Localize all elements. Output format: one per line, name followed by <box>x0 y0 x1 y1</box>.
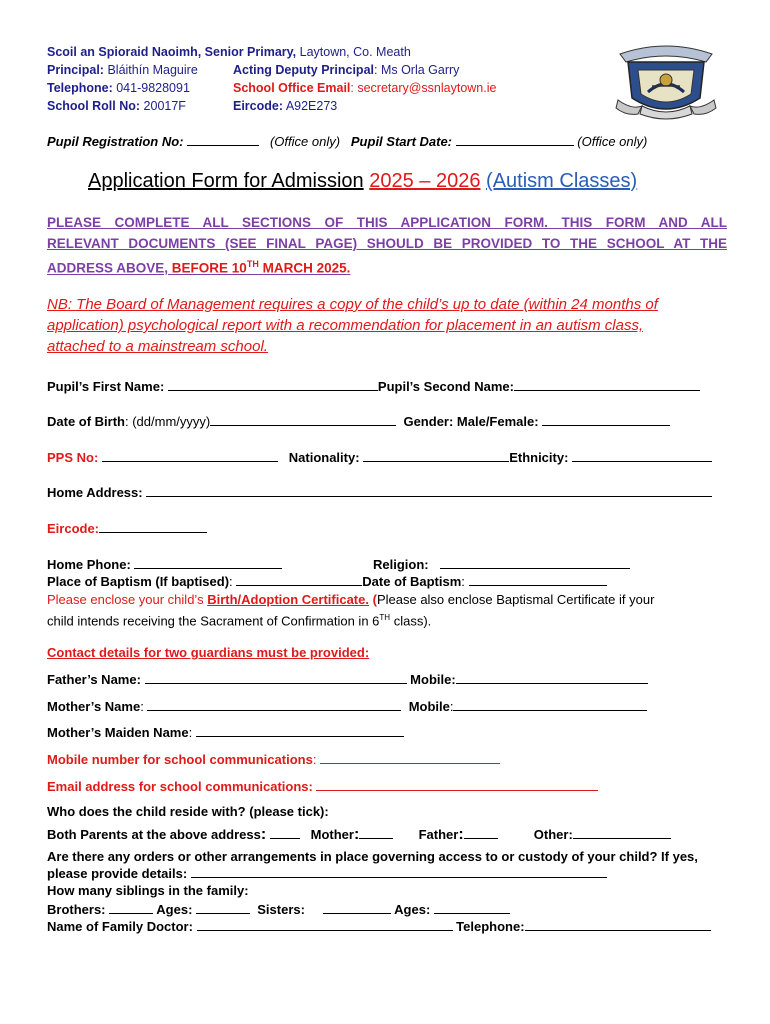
baptism-place-label: Place of Baptism (If baptised) <box>47 574 230 589</box>
contact-heading: Contact details for two guardians must be provided: <box>47 645 370 660</box>
maiden-name-colon: : <box>188 725 193 740</box>
sisters-label: Sisters: <box>257 902 305 917</box>
principal-line <box>47 63 198 77</box>
baptism-date-colon: : <box>461 574 465 589</box>
registration-line <box>47 133 647 149</box>
school-mobile-colon: : <box>312 752 317 767</box>
nationality-label: Nationality: <box>288 450 360 465</box>
row-doctor <box>47 918 711 934</box>
dob-label: Date of Birth <box>47 414 125 429</box>
ethnicity-field[interactable] <box>572 449 712 462</box>
row-baptism <box>47 573 607 589</box>
baptism-date-label: Date of Baptism <box>362 574 462 589</box>
instructions-block <box>47 212 727 279</box>
sisters-field[interactable] <box>323 901 391 914</box>
nb-block <box>47 294 727 357</box>
father-mobile-colon: : <box>451 672 456 687</box>
eircode-field[interactable] <box>99 520 207 533</box>
registration-note: (Office only) <box>269 134 341 149</box>
cert-note-line2-b: class). <box>393 613 432 629</box>
row-phone <box>47 556 282 572</box>
mother-name-field[interactable] <box>147 698 401 711</box>
father-name-label: Father’s Name: <box>47 672 141 687</box>
row-address <box>47 484 712 500</box>
reside-father-colon: : <box>458 826 464 843</box>
doctor-telephone-field[interactable] <box>525 918 711 931</box>
brothers-ages-label: Ages: <box>156 902 193 917</box>
mother-mobile-colon: : <box>449 699 454 714</box>
email-line <box>233 81 496 95</box>
second-name-field[interactable] <box>514 378 700 391</box>
row-pps <box>47 449 712 465</box>
row-reside-options <box>47 826 671 844</box>
ethnicity-label: Ethnicity: <box>509 450 569 465</box>
baptism-place-colon: : <box>229 574 233 589</box>
cert-note-b: Birth/Adoption Certificate. <box>207 592 369 607</box>
instructions-deadline-sup: TH <box>246 259 259 269</box>
reside-father-label: Father <box>418 827 459 842</box>
pps-label: PPS No: <box>47 450 99 465</box>
start-date-label: Pupil Start Date: <box>350 134 453 149</box>
cert-note-d: Please also enclose Baptismal Certificate if your <box>376 592 655 607</box>
first-name-field[interactable] <box>168 378 378 391</box>
principal-value: Bláithín Maguire <box>107 63 198 77</box>
sisters-ages-field[interactable] <box>434 901 510 914</box>
doctor-label: Name of Family Doctor: <box>47 919 193 934</box>
instructions-line2: RELEVANT DOCUMENTS (SEE FINAL PAGE) SHOULD BE PROVIDED TO THE SCHOOL AT THE <box>47 236 727 251</box>
nb-line2: application) psychological report with a recommendation for placement in an autism class, <box>47 317 644 334</box>
eircode-label: Eircode: <box>47 521 100 536</box>
reside-both-colon: : <box>260 826 267 843</box>
row-religion <box>373 556 630 572</box>
orders-block <box>47 848 698 882</box>
row-school-email <box>47 778 598 794</box>
maiden-name-label: Mother’s Maiden Name <box>47 725 189 740</box>
baptism-date-field[interactable] <box>469 573 607 586</box>
eircode-header-label: Eircode: <box>233 99 284 113</box>
principal-label: Principal: <box>47 63 104 77</box>
start-date-field[interactable] <box>456 133 574 146</box>
reside-father-field[interactable] <box>464 826 498 839</box>
eircode-header-value: A92E273 <box>285 99 338 113</box>
dob-field[interactable] <box>210 413 396 426</box>
registration-label: Pupil Registration No: <box>47 134 184 149</box>
gender-field[interactable] <box>542 413 670 426</box>
row-father <box>47 671 648 687</box>
school-crest-logo <box>612 40 720 122</box>
row-dob <box>47 413 670 429</box>
instructions-deadline-dot: . <box>346 260 351 276</box>
brothers-label: Brothers: <box>47 902 106 917</box>
email-label: School Office Email <box>233 81 351 95</box>
religion-label: Religion: <box>373 557 429 572</box>
instructions-deadline-b: MARCH 2025 <box>262 260 347 276</box>
reside-question: Who does the child reside with? (please tick): <box>47 804 329 819</box>
mother-name-label: Mother’s Name <box>47 699 141 714</box>
dob-format: : (dd/mm/yyyy) <box>125 414 211 429</box>
reside-mother-colon: : <box>353 826 360 843</box>
certificate-note <box>47 591 654 630</box>
title-classes: (Autism Classes) <box>486 170 638 192</box>
instructions-line1: PLEASE COMPLETE ALL SECTIONS OF THIS APPLICATION FORM. THIS FORM AND ALL <box>47 215 727 230</box>
registration-field[interactable] <box>187 133 259 146</box>
telephone-value: 041-9828091 <box>116 81 190 95</box>
deputy-label: Acting Deputy Principal <box>233 63 374 77</box>
row-mother <box>47 698 647 714</box>
orders-line2: please provide details: <box>47 866 188 881</box>
mother-mobile-field[interactable] <box>453 698 647 711</box>
brothers-field[interactable] <box>109 901 153 914</box>
sisters-ages-label: Ages: <box>394 902 431 917</box>
reside-other-field[interactable] <box>573 826 671 839</box>
roll-label: School Roll No: <box>47 99 141 113</box>
home-phone-label: Home Phone: <box>47 557 131 572</box>
reside-both-field[interactable] <box>270 826 300 839</box>
doctor-field[interactable] <box>197 918 453 931</box>
row-siblings <box>47 901 510 917</box>
mother-name-colon: : <box>140 699 144 714</box>
father-mobile-field[interactable] <box>456 671 648 684</box>
school-mobile-label: Mobile number for school communications <box>47 752 313 767</box>
baptism-place-field[interactable] <box>236 573 362 586</box>
school-email-label: Email address for school communications: <box>47 779 313 794</box>
reside-mother-label: Mother <box>310 827 354 842</box>
start-date-note: (Office only) <box>577 134 648 149</box>
roll-line <box>47 99 186 113</box>
deputy-value: : Ms Orla Garry <box>374 63 460 77</box>
telephone-line <box>47 81 190 95</box>
cert-note-c: ( <box>372 592 377 607</box>
brothers-ages-field[interactable] <box>196 901 250 914</box>
orders-details-field[interactable] <box>191 865 607 878</box>
nb-line1: NB: The Board of Management requires a copy of the child’s up to date (within 24 months of <box>47 296 658 313</box>
cert-note-line2-a: child intends receiving the Sacrament of Confirmation in 6 <box>47 613 380 629</box>
second-name-label: Pupil’s Second Name: <box>377 379 514 394</box>
home-phone-field[interactable] <box>134 556 282 569</box>
reside-other-label: Other: <box>533 827 573 842</box>
title-years: 2025 – 2026 <box>369 170 481 192</box>
row-names <box>47 378 700 394</box>
eircode-line <box>233 99 337 113</box>
cert-note-a: Please enclose your child’s <box>47 592 204 607</box>
gender-label: Gender: Male/Female: <box>403 414 539 429</box>
school-mobile-field[interactable] <box>320 751 500 764</box>
father-name-field[interactable] <box>145 671 407 684</box>
row-school-mobile <box>47 751 500 767</box>
maiden-name-field[interactable] <box>196 724 404 737</box>
email-value: : secretary@ssnlaytown.ie <box>350 81 497 95</box>
row-eircode <box>47 520 207 536</box>
instructions-address-above: ADDRESS ABOVE, <box>47 260 169 276</box>
first-name-label: Pupil’s First Name: <box>47 379 165 394</box>
mother-mobile-label: Mobile <box>408 699 450 714</box>
reside-mother-field[interactable] <box>359 826 393 839</box>
instructions-line3 <box>47 254 727 279</box>
religion-field[interactable] <box>440 556 630 569</box>
father-mobile-label: Mobile <box>410 672 452 687</box>
roll-value: 20017F <box>143 99 186 113</box>
school-name-line <box>47 45 411 59</box>
reside-both-label: Both Parents at the above address <box>47 827 261 842</box>
school-email-field[interactable] <box>316 778 598 791</box>
deputy-line <box>233 63 459 77</box>
nationality-field[interactable] <box>363 449 509 462</box>
telephone-label: Telephone: <box>47 81 113 95</box>
page-title <box>88 170 637 193</box>
instructions-deadline-a: BEFORE 10 <box>171 260 247 276</box>
school-location: Laytown, Co. Meath <box>299 45 411 59</box>
doctor-telephone-label: Telephone: <box>456 919 525 934</box>
home-address-field[interactable] <box>146 484 712 497</box>
siblings-label: How many siblings in the family: <box>47 883 249 898</box>
cert-note-line2-sup: TH <box>379 613 391 622</box>
row-maiden <box>47 724 404 740</box>
home-address-label: Home Address: <box>47 485 143 500</box>
pps-field[interactable] <box>102 449 278 462</box>
title-main: Application Form for Admission <box>88 170 364 192</box>
school-name: Scoil an Spioraid Naoimh, Senior Primary, <box>47 45 297 59</box>
nb-line3: attached to a mainstream school. <box>47 338 268 355</box>
orders-line1: Are there any orders or other arrangements in place governing access to or custody of your child? If yes, <box>47 849 698 864</box>
